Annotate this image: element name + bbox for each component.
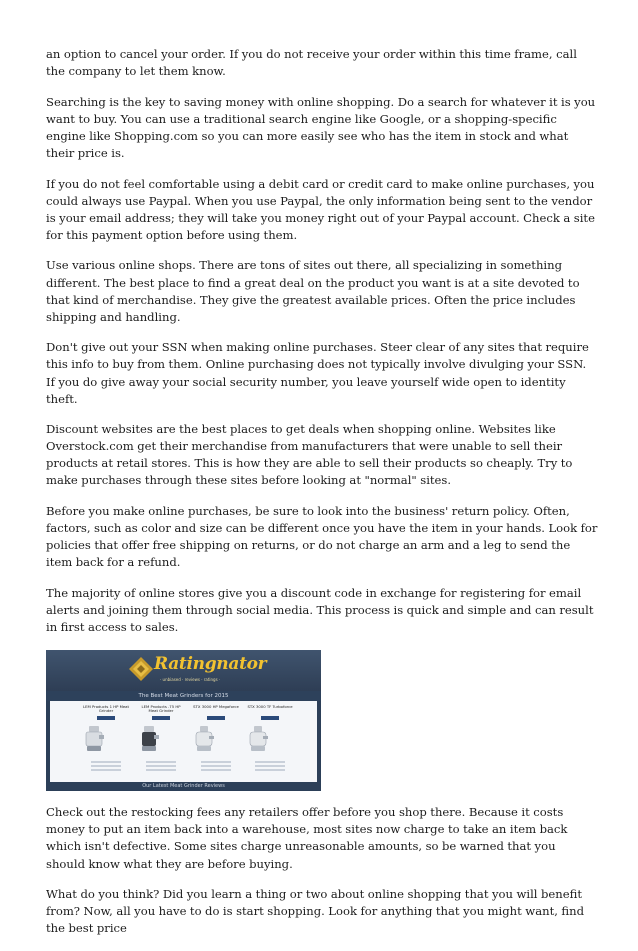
meat-grinder-icon bbox=[247, 724, 269, 754]
logo-icon bbox=[128, 656, 154, 682]
paragraph: Discount websites are the best places to get deals when shopping online. Websites like Overstock.com get their merchandise from manufacturers that were unable to sell their products at retail stores. This is how they are able to sell their products so cheaply. Try to make purchases through these sites before looking at "normal" sites. bbox=[46, 422, 573, 488]
product-name: STX 3000 TF Turboforce bbox=[247, 704, 293, 709]
product-name: LEM Products 1 HP Meat Grinder bbox=[83, 704, 129, 714]
product-card bbox=[247, 705, 293, 779]
paragraph: Use various online shops. There are tons of sites out there, all specializing in something different. The best place to find a great deal on the product you want is at a site devoted to that kind of merchandise. They give the greatest available prices. Often the price includes shipping and handling. bbox=[46, 258, 580, 324]
promo-footer bbox=[46, 782, 321, 791]
paragraph: The majority of online stores give you a discount code in exchange for registering for email alerts and joining them through social media. This process is quick and simple and can result in first access to sales. bbox=[46, 585, 594, 635]
product-card bbox=[83, 705, 129, 779]
product-name: STX 3000 HP Megaforce bbox=[193, 704, 239, 709]
document-page bbox=[46, 46, 598, 951]
paragraph: Searching is the key to saving money with online shopping. Do a search for whatever it is you want to buy. You can use a traditional search engine like Google, or a shopping-specific engine like Shopping.com so you can more easily see who has the item in stock and what their price is. bbox=[46, 94, 596, 160]
logo-tagline: · unbiased · reviews · ratings · bbox=[160, 676, 221, 682]
paragraph: Before you make online purchases, be sure to look into the business' return policy. Often, factors, such as color and size can be different once you have the item in your hands. Look for policies that offer free shipping on returns, or do not charge an arm and a leg to send the item back for a refund. bbox=[46, 504, 598, 570]
promo-band-title: The Best Meat Grinders for 2015 bbox=[138, 692, 229, 699]
promo-header bbox=[46, 650, 321, 691]
product-card bbox=[138, 705, 184, 779]
paragraph: an option to cancel your order. If you do not receive your order within this time frame, call the company to let them know. bbox=[46, 47, 577, 79]
product-button bbox=[152, 716, 170, 720]
product-name: LEM Products .75 HP Meat Grinder bbox=[141, 704, 181, 714]
paragraph: What do you think? Did you learn a thing or two about online shopping that you will benefit from? Now, all you have to do is start shopping. Look for anything that you might want, find the best price bbox=[46, 887, 585, 936]
paragraph: Don't give out your SSN when making online purchases. Steer clear of any sites that require this info to buy from them. Online purchasing does not typically involve divulging your SSN. If you do give away your social security number, you leave yourself wide open to identity theft. bbox=[46, 340, 589, 406]
paragraph: Check out the restocking fees any retailers offer before you shop there. Because it costs money to put an item back into a warehouse, most sites now charge to take an item back which isn't defective. Some sites charge unreasonable amounts, so be warned that you should know what they are before buying. bbox=[46, 805, 568, 871]
promo-image bbox=[46, 650, 321, 791]
promo-band bbox=[46, 691, 321, 701]
logo-text: Ratingnator bbox=[154, 653, 267, 674]
product-button bbox=[207, 716, 225, 720]
meat-grinder-icon bbox=[83, 724, 105, 754]
paragraph: If you do not feel comfortable using a debit card or credit card to make online purchases, you could always use Paypal. When you use Paypal, the only information being sent to the vendor is your email address; they will take you money right out of your Paypal account. Check a site for this payment option before using them. bbox=[46, 176, 595, 242]
product-card bbox=[193, 705, 239, 779]
product-button bbox=[97, 716, 115, 720]
product-button bbox=[261, 716, 279, 720]
meat-grinder-icon bbox=[138, 724, 160, 754]
meat-grinder-icon bbox=[193, 724, 215, 754]
promo-footer-title: Our Latest Meat Grinder Reviews bbox=[142, 782, 225, 789]
product-panel bbox=[50, 701, 317, 782]
